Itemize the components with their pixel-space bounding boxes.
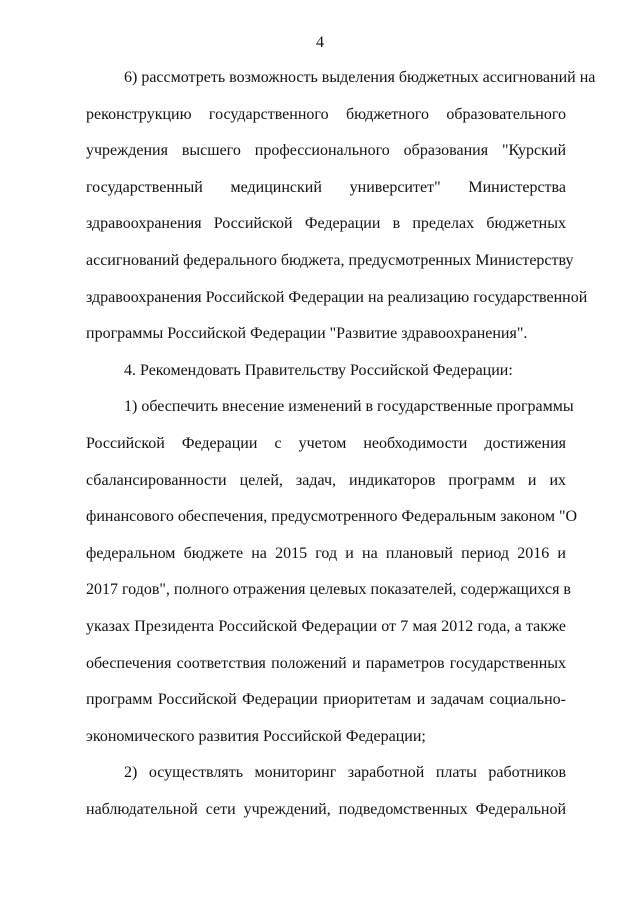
text-line-21: наблюдательной сети учреждений, подведомственных Федеральной bbox=[86, 800, 566, 818]
text-line-11: Российской Федерации с учетом необходимости достижения bbox=[86, 434, 566, 452]
text-line-9: 4. Рекомендовать Правительству Российской Федерации: bbox=[124, 361, 513, 379]
text-line-13: финансового обеспечения, предусмотренного Федеральным законом "О bbox=[86, 508, 578, 526]
text-line-1: 6) рассмотреть возможность выделения бюджетных ассигнований на bbox=[124, 69, 596, 86]
text-line-16: указах Президента Российской Федерации от 7 мая 2012 года, а также bbox=[86, 617, 566, 635]
text-line-18: программ Российской Федерации приоритетам и задачам социально- bbox=[86, 691, 566, 709]
text-line-19: экономического развития Российской Федерации; bbox=[86, 727, 426, 745]
page-number: 4 bbox=[316, 34, 324, 51]
text-line-4: государственный медицинский университет" Министерства bbox=[86, 178, 566, 196]
text-line-5: здравоохранения Российской Федерации в пределах бюджетных bbox=[86, 215, 566, 233]
text-line-6: ассигнований федерального бюджета, предусмотренных Министерству bbox=[86, 251, 574, 269]
text-line-10: 1) обеспечить внесение изменений в государственные программы bbox=[124, 398, 574, 416]
text-line-15: 2017 годов", полного отражения целевых показателей, содержащихся в bbox=[86, 581, 571, 599]
text-line-14: федеральном бюджете на 2015 год и на плановый период 2016 и bbox=[86, 544, 566, 562]
text-line-17: обеспечения соответствия положений и параметров государственных bbox=[86, 654, 566, 672]
text-line-8: программы Российской Федерации "Развитие здравоохранения". bbox=[86, 325, 528, 343]
text-line-20: 2) осуществлять мониторинг заработной платы работников bbox=[124, 764, 566, 782]
text-line-12: сбалансированности целей, задач, индикаторов программ и их bbox=[86, 471, 566, 489]
document-body bbox=[86, 69, 596, 838]
text-line-2: реконструкцию государственного бюджетного образовательного bbox=[86, 105, 566, 123]
text-line-3: учреждения высшего профессионального образования "Курский bbox=[86, 142, 566, 160]
text-line-7: здравоохранения Российской Федерации на реализацию государственной bbox=[86, 288, 588, 306]
